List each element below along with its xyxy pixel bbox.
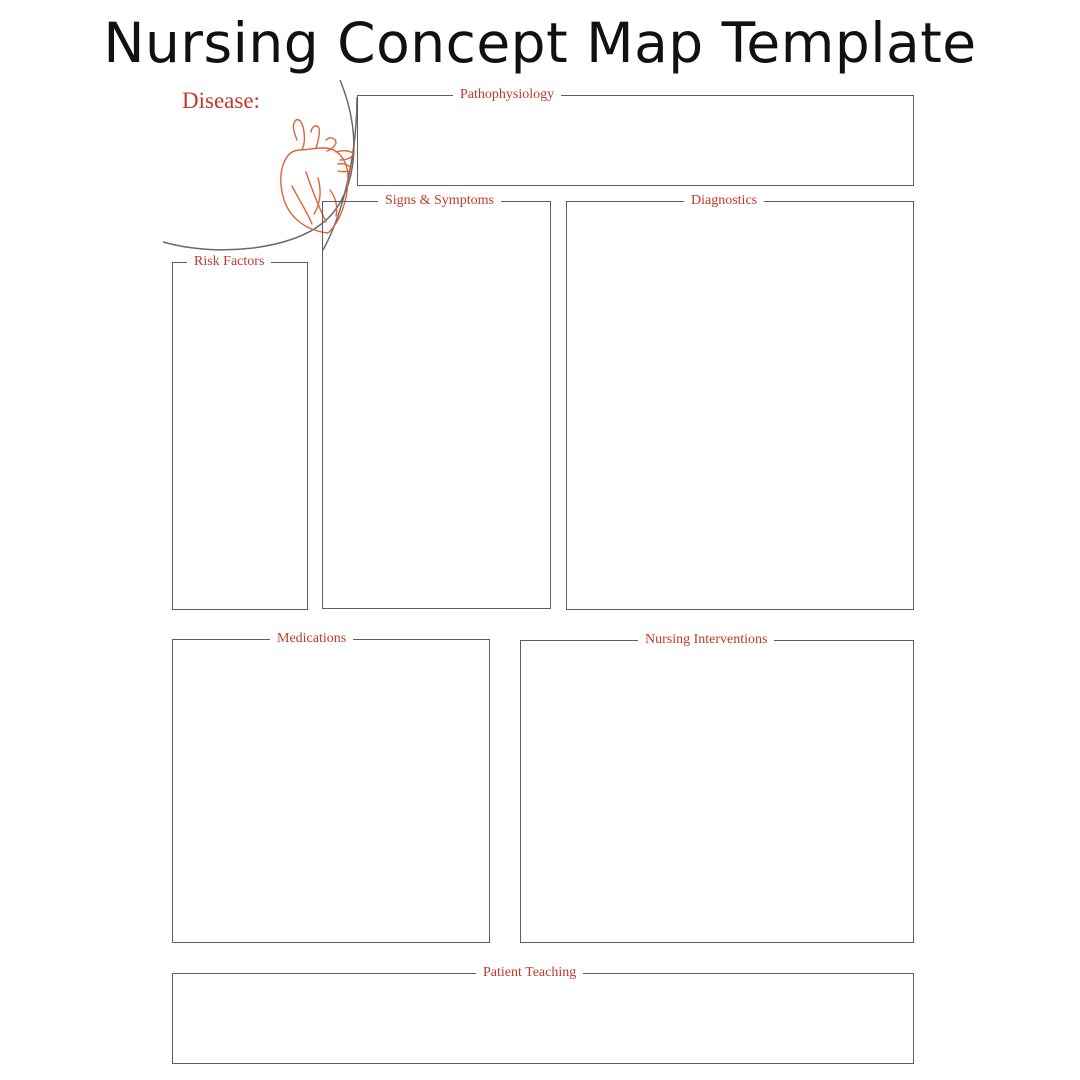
patient-teaching-box[interactable] [172, 965, 914, 1064]
disease-label: Disease: [182, 88, 260, 113]
nursing-interventions-box[interactable] [520, 632, 914, 943]
risk-factors-label: Risk Factors [187, 253, 271, 271]
diagnostics-label: Diagnostics [684, 192, 764, 210]
risk-factors-box[interactable] [172, 254, 308, 610]
patient-teaching-label: Patient Teaching [476, 964, 583, 982]
nursing-interventions-label: Nursing Interventions [638, 631, 774, 649]
signs-symptoms-label: Signs & Symptoms [378, 192, 501, 210]
diagnostics-box[interactable] [566, 193, 914, 610]
page-title: Nursing Concept Map Template [103, 11, 977, 75]
pathophysiology-label: Pathophysiology [453, 86, 561, 104]
medications-label: Medications [270, 630, 353, 648]
signs-symptoms-box[interactable] [322, 193, 551, 609]
pathophysiology-box[interactable] [357, 87, 914, 186]
medications-box[interactable] [172, 631, 490, 943]
